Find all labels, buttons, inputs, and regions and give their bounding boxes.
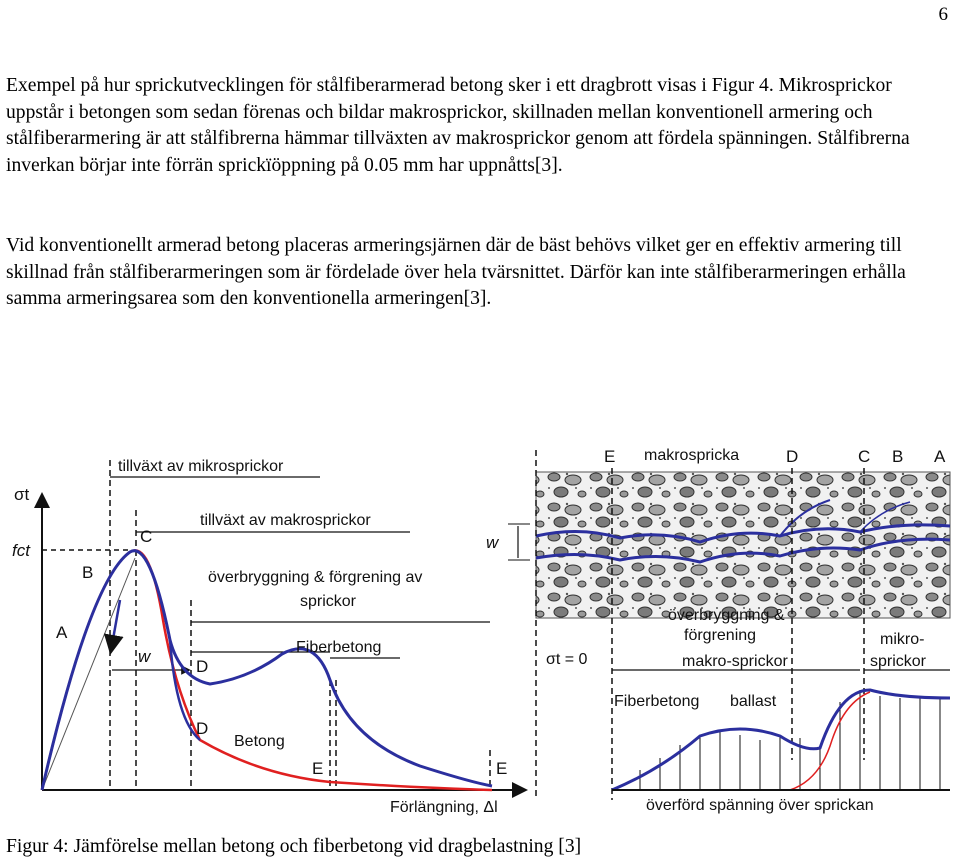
label-macro-cracks: makro-sprickor [682,653,788,670]
page-number: 6 [938,4,948,25]
figure-caption: Figur 4: Jämförelse mellan betong och fiberbetong vid dragbelastning [3] [6,836,582,857]
label-macrocrack: makrospricka [644,447,740,464]
label-w-right: w [486,533,499,552]
label-elongation: Förlängning, Δl [390,799,498,816]
label-e-right: E [604,447,616,466]
label-a-right: A [934,447,946,466]
label-bridging-right-2: förgrening [684,627,757,644]
label-micro-2: sprickor [870,653,927,670]
label-fct: fct [12,541,30,560]
point-b: B [82,563,94,582]
label-concrete: Betong [234,733,285,750]
point-a: A [56,623,68,642]
label-c-right: C [858,447,871,466]
point-d-fiber: D [196,657,209,676]
label-sigma: σt [14,485,30,504]
label-sigma-zero: σt = 0 [546,651,588,668]
label-bridging-1: överbryggning & förgrening av [208,569,423,586]
crack-bridging-diagram [486,447,950,814]
figure-4 [0,440,960,830]
label-macro-growth: tillväxt av makrosprickor [200,512,371,529]
label-d-right: D [786,447,799,466]
label-micro-1: mikro- [880,631,925,648]
label-b-right: B [892,447,904,466]
label-transfer: överförd spänning över sprickan [646,797,874,814]
label-fiber-right: Fiberbetong [614,693,700,710]
point-c: C [140,527,153,546]
paragraph-1: Exempel på hur sprickutvecklingen för stålfiberarmerad betong sker i ett dragbrott visas i Figur 4. Mikrosprickor uppstår i betongen som sedan förenas och bildar makrosprickor, skillnaden mellan konventionell armering och stålfiberarmering är att stålfibrerna hämmar tillväxten av makrosprickor genom att fördela spänningen. Stålfibrerna inverkan börjar inte förrän sprickïöppning på 0.05 mm har uppnåtts[3]. [6,75,910,176]
label-aggregate: ballast [730,693,777,710]
paragraph-2: Vid konventionellt armerad betong placeras armeringsjärnen där de bäst behövs vilket ger en effektiv armering till skillnad från stålfiberarmeringen som är fördelade över hela tvärsnittet. Därför kan inte stålfiberarmeringen erhålla samma armeringsarea som den konventionella armeringen[3]. [6,235,906,309]
label-micro-growth: tillväxt av mikrosprickor [118,458,284,475]
point-d-concrete: D [196,719,209,738]
point-e-fiber: E [496,759,508,778]
point-e-concrete: E [312,759,324,778]
label-bridging-right-1: överbryggning & [668,607,785,624]
label-w: w [138,647,151,666]
stress-elongation-diagram [12,458,520,816]
label-fiber-concrete: Fiberbetong [296,639,382,656]
label-bridging-2: sprickor [300,593,357,610]
